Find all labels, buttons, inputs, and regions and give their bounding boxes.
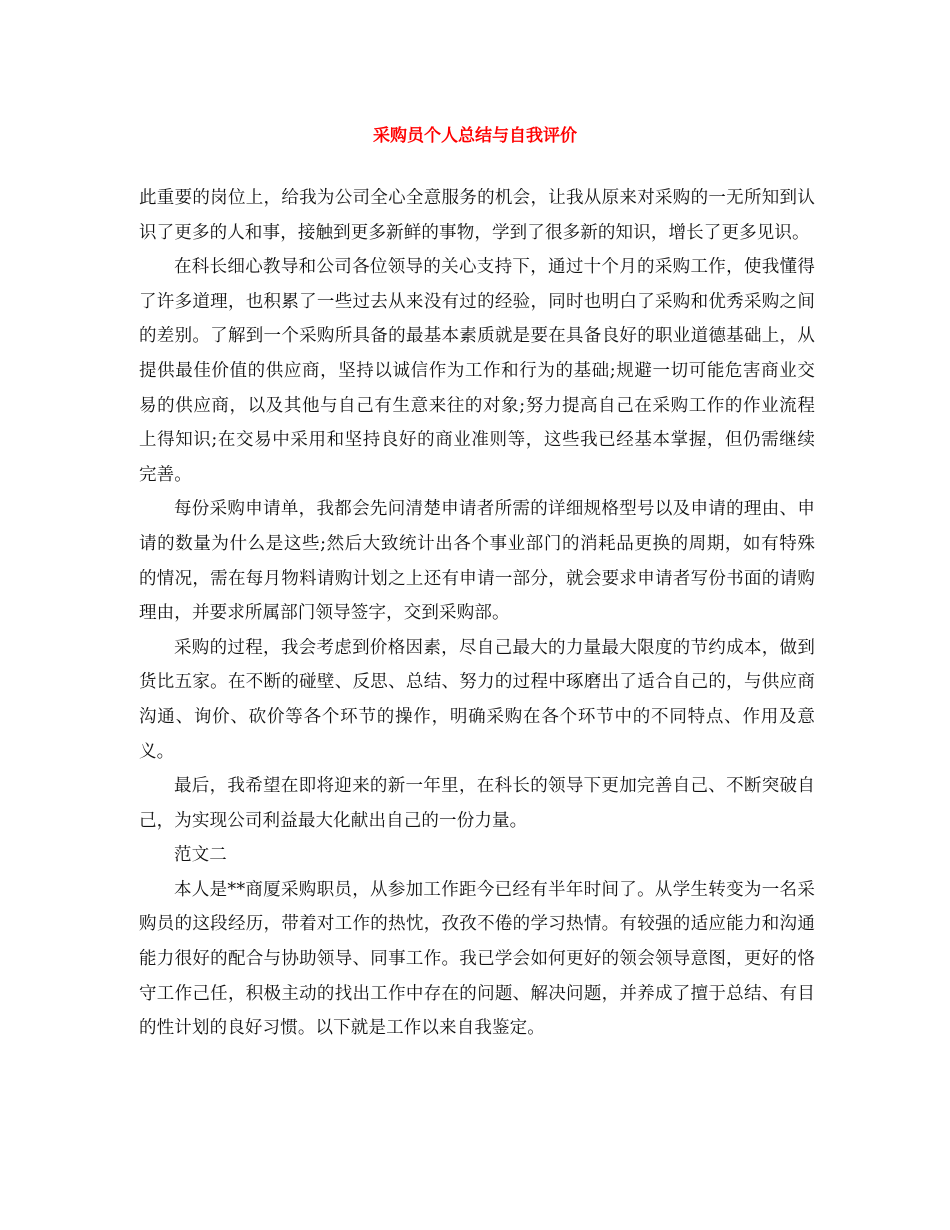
document-body bbox=[139, 181, 815, 1046]
paragraph-2: 在科长细心教导和公司各位领导的关心支持下，通过十个月的采购工作，使我懂得了许多道理，也积累了一些过去从来没有过的经验，同时也明白了采购和优秀采购之间的差别。了解到一个采购所具备的最基本素质就是要在具备良好的职业道德基础上，从提供最佳价值的供应商，坚持以诚信作为工作和行为的基础;规避一切可能危害商业交易的供应商，以及其他与自己有生意来往的对象;努力提高自己在采购工作的作业流程上得知识;在交易中采用和坚持良好的商业准则等，这些我已经基本掌握，但仍需继续完善。 bbox=[139, 257, 815, 485]
paragraph-4: 采购的过程，我会考虑到价格因素，尽自己最大的力量最大限度的节约成本，做到货比五家。在不断的碰壁、反思、总结、努力的过程中琢磨出了适合自己的，与供应商沟通、询价、砍价等各个环节的操作，明确采购在各个环节中的不同特点、作用及意义。 bbox=[139, 637, 815, 762]
section-heading-fanwen-er: 范文二 bbox=[174, 845, 227, 866]
paragraph-6: 本人是**商厦采购职员，从参加工作距今已经有半年时间了。从学生转变为一名采购员的这段经历，带着对工作的热忱，孜孜不倦的学习热情。有较强的适应能力和沟通能力很好的配合与协助领导、同事工作。我已学会如何更好的领会领导意图，更好的恪守工作己任，积极主动的找出工作中存在的问题、解决问题，并养成了擅于总结、有目的性计划的良好习惯。以下就是工作以来自我鉴定。 bbox=[139, 879, 815, 1039]
paragraph-3: 每份采购申请单，我都会先问清楚申请者所需的详细规格型号以及申请的理由、申请的数量为什么是这些;然后大致统计出各个事业部门的消耗品更换的周期，如有特殊的情况，需在每月物料请购计划之上还有申请一部分，就会要求申请者写份书面的请购理由，并要求所属部门领导签字，交到采购部。 bbox=[139, 499, 815, 624]
document-title: 采购员个人总结与自我评价 bbox=[373, 126, 577, 146]
paragraph-1: 此重要的岗位上，给我为公司全心全意服务的机会，让我从原来对采购的一无所知到认识了更多的人和事，接触到更多新鲜的事物，学到了很多新的知识，增长了更多见识。 bbox=[139, 188, 815, 243]
paragraph-5: 最后，我希望在即将迎来的新一年里，在科长的领导下更加完善自己、不断突破自己，为实现公司利益最大化献出自己的一份力量。 bbox=[139, 776, 815, 831]
